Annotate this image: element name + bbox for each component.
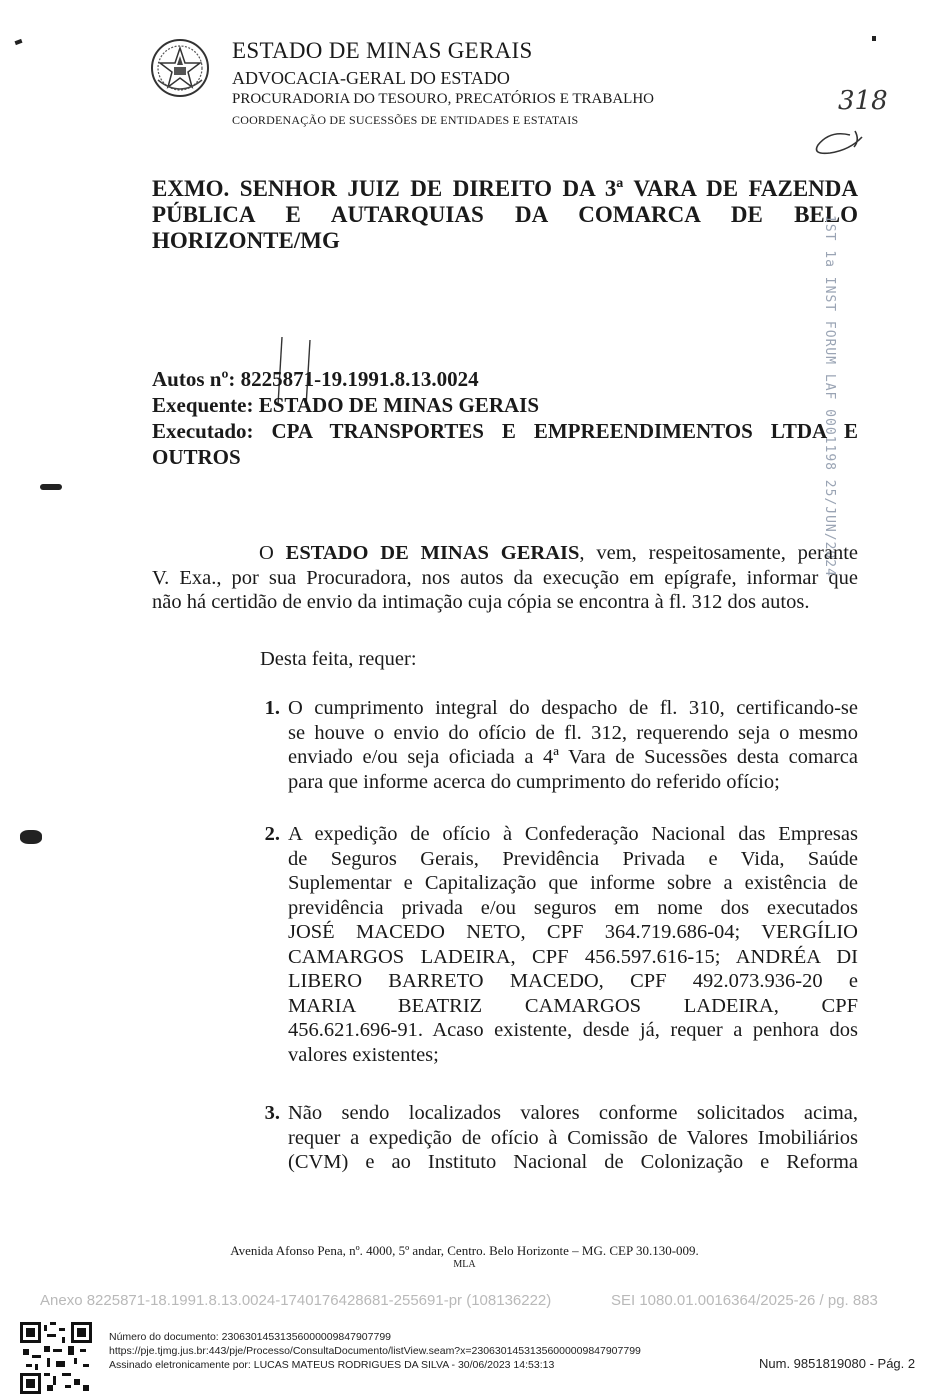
header-coordination: COORDENAÇÃO DE SUCESSÕES DE ENTIDADES E ESTATAIS xyxy=(232,113,579,127)
footer-initials: MLA xyxy=(453,1259,476,1270)
addressee-line: HORIZONTE/MG xyxy=(152,228,340,253)
scan-mark xyxy=(20,830,42,844)
exequente-line: Exequente: ESTADO DE MINAS GERAIS xyxy=(152,393,539,417)
signature-info xyxy=(109,1330,641,1372)
item-number: 2. xyxy=(264,823,280,845)
request-item-2: 2. A expedição de ofício à Confederação Nacional das Empresas de Seguros Gerais, Previdência Privada e Vida, Saúde Suplementar e Capitalização que informe sobre a existência de previdência privada e/ou seguros em nome dos executados JOSÉ MACEDO NETO, CPF 364.719.686-04; VERGÍLIO CAMARGOS LADEIRA, CPF 456.597.616-15; ANDRÉA DI LIBERO BARRETO MACEDO, CPF 492.073.936-20 e MARIA BEATRIZ CAMARGOS LADEIRA, CPF 456.621.696-91. Acaso existente, desde já, requer a penhora dos valores existentes; xyxy=(260,822,858,1067)
header-department: PROCURADORIA DO TESOURO, PRECATÓRIOS E TRABALHO xyxy=(232,91,654,107)
addressee-line: PÚBLICA E AUTARQUIAS DA COMARCA DE BELO xyxy=(152,202,858,227)
signed-by: Assinado eletronicamente por: LUCAS MATEUS RODRIGUES DA SILVA - 30/06/2023 14:53:13 xyxy=(109,1359,555,1371)
scan-mark xyxy=(40,484,62,490)
header-title: ESTADO DE MINAS GERAIS xyxy=(232,38,533,63)
item-number: 1. xyxy=(264,697,280,719)
footer-address: Avenida Afonso Pena, nº. 4000, 5º andar, Centro. Belo Horizonte – MG. CEP 30.130-009. xyxy=(230,1243,699,1258)
qr-code xyxy=(20,1322,92,1394)
handwritten-page-number: 318 xyxy=(838,86,888,116)
header-subtitle: ADVOCACIA-GERAL DO ESTADO xyxy=(232,68,510,88)
executado-line-2: OUTROS xyxy=(152,445,241,469)
document-url[interactable]: https://pje.tjmg.jus.br:443/pje/Processo/ConsultaDocumento/listView.seam?x=23063014531356000009847907799 xyxy=(109,1345,641,1357)
case-info xyxy=(152,366,858,470)
item-number: 3. xyxy=(264,1102,280,1124)
intro-paragraph: O ESTADO DE MINAS GERAIS, vem, respeitosamente, perante V. Exa., por sua Procuradora, nos autos da execução em epígrafe, informar que não há certidão de envio da intimação cuja cópia se encontra à fl. 312 dos autos. xyxy=(152,542,858,613)
scan-mark xyxy=(15,39,23,45)
addressee-line: EXMO. SENHOR JUIZ DE DIREITO DA 3ª VARA DE FAZENDA xyxy=(152,176,858,201)
protocol-stamp: 1ST 1a INST FORUM LAF 0001198 25/JUN/2024 xyxy=(822,215,837,577)
requer-heading: Desta feita, requer: xyxy=(260,648,417,670)
scan-mark xyxy=(872,36,876,41)
anexo-reference: Anexo 8225871-18.1991.8.13.0024-1740176428681-255691-pr (108136222) xyxy=(40,1292,552,1309)
request-item-3: 3. Não sendo localizados valores conforme solicitados acima, requer a expedição de ofício à Comissão de Valores Imobiliários (CVM) e ao Instituto Nacional de Colonização e Reforma xyxy=(260,1101,858,1175)
document-number: Número do documento: 23063014531356000009847907799 xyxy=(109,1331,391,1343)
addressee-block xyxy=(152,176,858,254)
coat-of-arms-seal xyxy=(150,38,210,98)
executado-line: Executado: CPA TRANSPORTES E EMPREENDIMENTOS LTDA E xyxy=(152,419,858,443)
autos-number: 8225871-19.1991.8.13.0024 xyxy=(240,367,479,391)
request-item-1: 1. O cumprimento integral do despacho de fl. 310, certificando-se se houve o envio do ofício de fl. 312, requerendo seja o mesmo enviado e/ou seja oficiada a 4ª Vara de Sucessões desta comarca para que informe acerca do cumprimento do referido ofício; xyxy=(260,696,858,794)
sei-reference: SEI 1080.01.0016364/2025-26 / pg. 883 xyxy=(611,1292,878,1309)
page-number: Num. 9851819080 - Pág. 2 xyxy=(759,1356,916,1371)
autos-line: Autos nº: 8225871-19.1991.8.13.0024 xyxy=(152,367,479,391)
handwritten-rubric xyxy=(810,125,870,160)
